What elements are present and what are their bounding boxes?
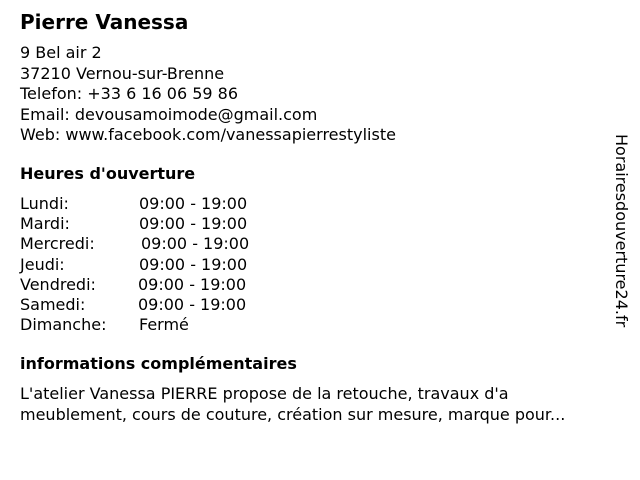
phone-number: Telefon: +33 6 16 06 59 86	[20, 84, 239, 103]
day-hours: Fermé	[139, 315, 189, 335]
day-hours: 09:00 - 19:00	[138, 294, 247, 314]
day-label: Vendredi:	[20, 274, 96, 294]
day-label: Lundi:	[20, 194, 69, 213]
day-label: Dimanche:	[20, 315, 107, 335]
opening-hours-heading: Heures d'ouverture	[20, 164, 196, 183]
business-description	[20, 384, 620, 425]
day-label: Jeudi:	[20, 254, 65, 274]
business-name: Pierre Vanessa	[20, 10, 189, 34]
day-hours: 09:00 - 19:00	[141, 234, 250, 254]
day-label: Mardi:	[20, 214, 70, 234]
address-city: 37210 Vernou-sur-Brenne	[20, 63, 225, 83]
email-address: Email: devousamoimode@gmail.com	[20, 104, 318, 124]
description-line: L'atelier Vanessa PIERRE propose de la retouche, travaux d'a	[20, 384, 509, 403]
day-hours: 09:00 - 19:00	[139, 254, 248, 274]
address-street: 9 Bel air 2	[20, 43, 102, 62]
day-label: Samedi:	[20, 294, 86, 314]
site-credit: Horairesdouverture24.fr	[612, 134, 631, 328]
day-label: Mercredi:	[20, 234, 95, 254]
day-hours: 09:00 - 19:00	[139, 194, 248, 213]
additional-info-heading: informations complémentaires	[20, 354, 297, 373]
website-link: Web: www.facebook.com/vanessapierrestyliste	[20, 125, 396, 144]
description-line: meublement, cours de couture, création sur mesure, marque pour...	[20, 404, 566, 424]
day-hours: 09:00 - 19:00	[139, 214, 248, 234]
contact-block	[20, 43, 396, 146]
day-hours: 09:00 - 19:00	[138, 274, 247, 294]
